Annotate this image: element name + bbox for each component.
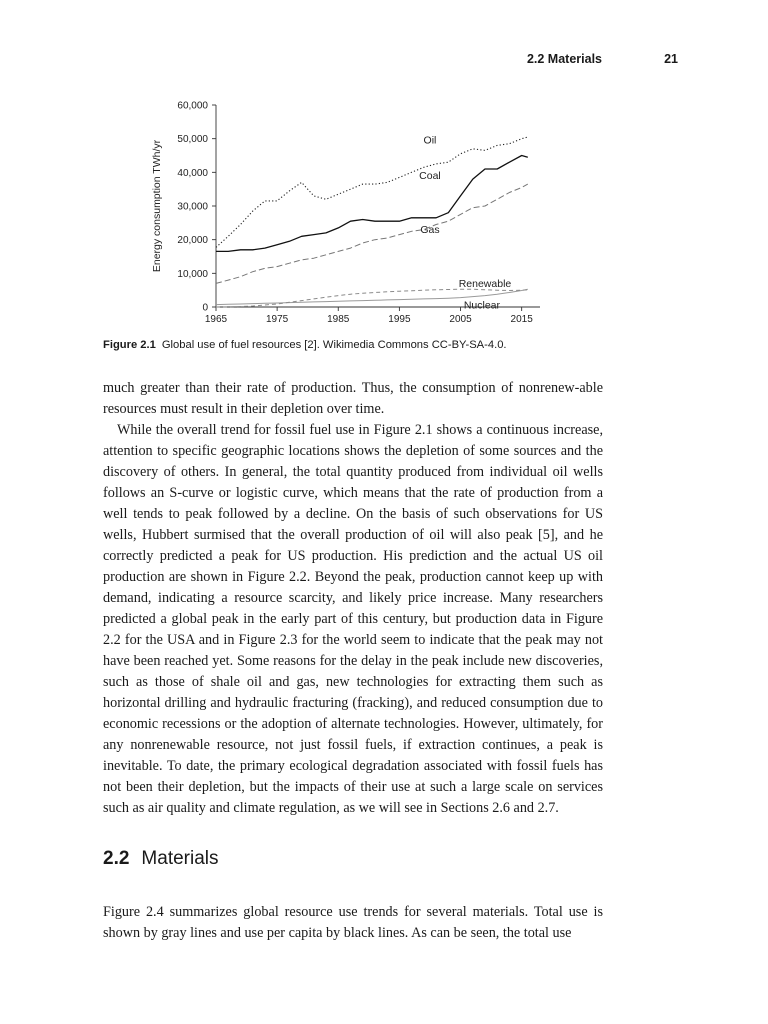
running-head [0,52,768,72]
x-tick-label: 1995 [388,314,411,325]
series-line-oil [216,134,528,247]
paragraph-2: While the overall trend for fossil fuel use in Figure 2.1 shows a continuous increase, attention to specific geographic locations shows the depletion of some sources and the discovery of others. In general, the total quantity produced from individual oil wells follows an S-curve or logistic curve, which means that the rate of production from a well tends to peak followed by a decline. On the basis of such observations for US wells, Hubbert surmised that the overall production of oil will also peak [5], and he correctly predicted a peak for US production. His prediction and the actual US oil production are shown in Figure 2.2. Beyond the peak, production cannot keep up with demand, indicating a resource scarcity, and likely price increase. Many researchers predicted a global peak in the early part of this century, but production data in Figure 2.2 for the USA and in Figure 2.3 for the world seem to indicate that the peak may not have been reached yet. Some reasons for the delay in the peak include new discoveries, such as those of shale oil and gas, new technologies for extracting them such as horizontal drilling and hydraulic fracturing (fracking), and reduced consumption due to economic recessions or the adoption of alternate technologies. However, ultimately, for any nonrenewable resource, not just fossil fuels, if extraction continues, a peak is inevitable. To date, the primary ecological degradation associated with fossil fuels has not been their depletion, but the impacts of their use at such a large scale on services such as air quality and climate regulation, as we will see in Sections 2.6 and 2.7. [103,422,603,816]
paragraph-1: much greater than their rate of production. Thus, the consumption of nonrenew-able resources must result in their depletion over time. [103,380,603,417]
series-label-coal: Coal [419,170,441,183]
x-tick-label: 1965 [204,314,228,325]
x-tick-label: 1975 [266,314,289,325]
series-label-oil: Oil [423,134,437,147]
page-number: 21 [664,52,678,66]
section-title: Materials [141,848,219,869]
section-number: 2.2 [103,848,130,869]
y-tick-label: 50,000 [177,134,208,146]
y-axis-label: Energy consumption TWh/yr [151,139,163,273]
x-tick-label: 1985 [327,314,350,325]
fuel-consumption-chart [140,88,580,333]
figure-caption-text: Global use of fuel resources [2]. Wikimedia Commons CC-BY-SA-4.0. [161,339,507,351]
series-label-gas: Gas [420,223,440,236]
y-tick-label: 0 [202,302,208,314]
y-tick-label: 60,000 [177,100,208,112]
running-head-section: 2.2 Materials [526,52,602,66]
series-label-renewable: Renewable [458,277,512,290]
x-tick-label: 2005 [449,314,472,325]
series-line-coal [216,156,528,252]
series-label-nuclear: Nuclear [463,299,501,312]
figure-caption [103,339,663,351]
section-heading [103,848,219,870]
paragraph-3: Figure 2.4 summarizes global resource use trends for several materials. Total use is shown by gray lines and use per capita by black lines. As can be seen, the total use [103,904,603,941]
y-tick-label: 30,000 [177,201,208,213]
y-tick-label: 10,000 [177,268,208,280]
series-line-gas [216,184,528,283]
x-tick-label: 2015 [510,314,533,325]
figure-label: Figure 2.1 [103,339,156,351]
y-tick-label: 20,000 [177,235,208,247]
y-tick-label: 40,000 [177,167,208,179]
